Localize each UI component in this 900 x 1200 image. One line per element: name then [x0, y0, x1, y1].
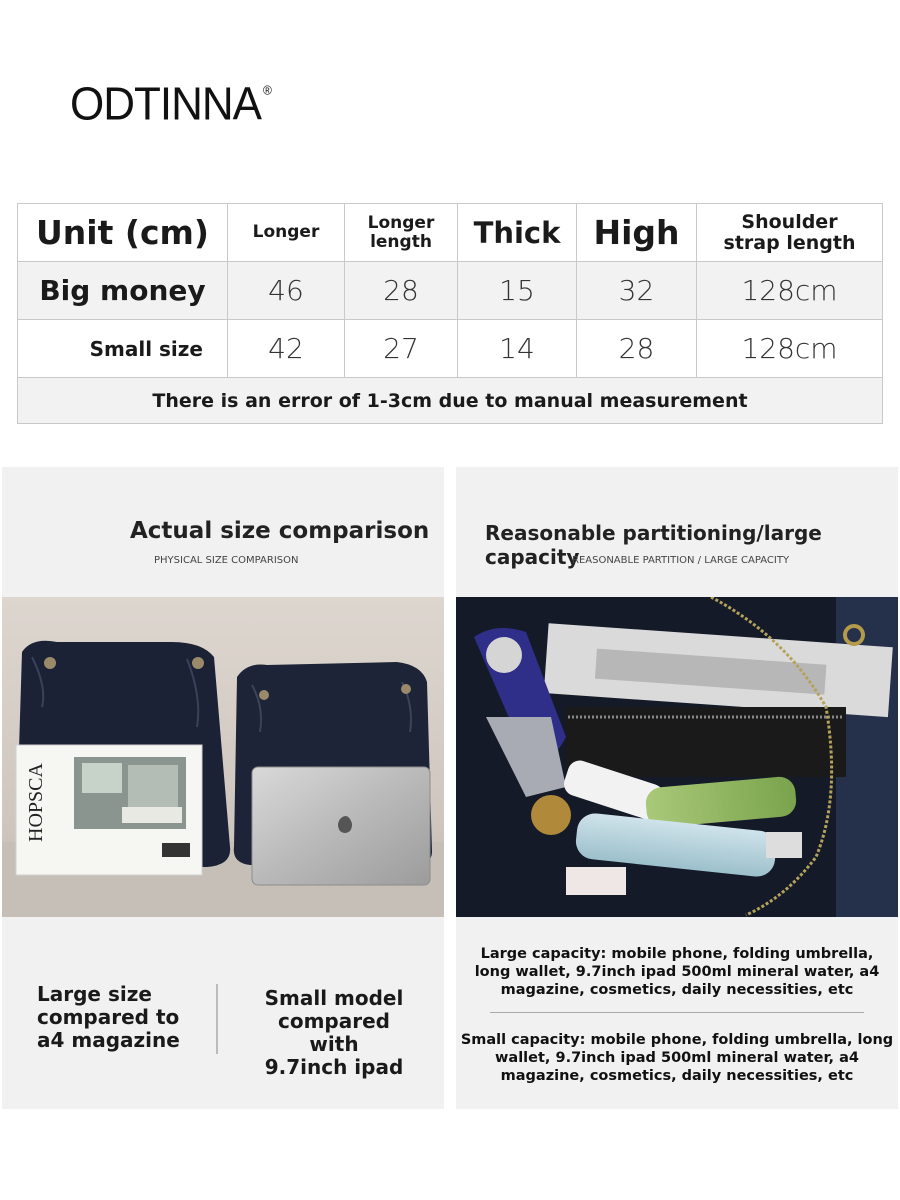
capacity-photo — [456, 597, 898, 917]
capacity-subtitle: REASONABLE PARTITION / LARGE CAPACITY — [572, 555, 790, 566]
big-high-value: 32 — [577, 262, 697, 320]
size-comparison-title: Actual size comparison — [130, 518, 430, 544]
small-high-value: 28 — [577, 320, 697, 378]
size-comparison-subtitle: PHYSICAL SIZE COMPARISON — [154, 555, 299, 566]
small-capacity-line2: wallet, 9.7inch ipad 500ml mineral water, a4 — [495, 1050, 859, 1066]
small-capacity-line3: magazine, cosmetics, daily necessities, etc — [500, 1068, 854, 1084]
capacity-title: Reasonable partitioning/large capacity — [485, 521, 822, 569]
small-capacity-text — [456, 1031, 898, 1085]
small-longer-value: 42 — [228, 320, 345, 378]
size-comparison-panel — [2, 467, 444, 1109]
size-table-header — [18, 204, 883, 262]
big-strap-value: 128cm — [697, 262, 883, 320]
measurement-note: There is an error of 1-3cm due to manual measurement — [18, 378, 883, 424]
registered-mark: ® — [263, 82, 271, 98]
large-size-caption-line2: compared to — [37, 1005, 180, 1029]
small-capacity-line1: Small capacity: mobile phone, folding umbrella, long — [460, 1032, 894, 1048]
row-label-big: Big money — [18, 262, 228, 320]
header-strap-line2: strap length — [723, 231, 856, 254]
small-model-caption — [254, 987, 414, 1079]
size-table — [17, 203, 883, 424]
header-high: High — [577, 204, 697, 262]
caption-divider — [216, 984, 218, 1054]
header-longer-length-line1: Longer — [367, 212, 435, 233]
big-thick-value: 15 — [458, 262, 577, 320]
capacity-divider — [490, 1012, 864, 1013]
large-size-caption-line3: a4 magazine — [37, 1028, 180, 1052]
bag-interior-contents-image — [456, 597, 898, 917]
table-row — [18, 320, 883, 378]
header-longer: Longer — [228, 204, 345, 262]
header-strap-length — [697, 204, 883, 262]
small-model-caption-line3: 9.7inch ipad — [264, 1055, 404, 1079]
large-capacity-line1: Large capacity: mobile phone, folding umbrella, — [480, 946, 874, 962]
brand-name: ODTINNA — [70, 78, 261, 131]
brand-logo — [70, 79, 271, 132]
header-thick: Thick — [458, 204, 577, 262]
small-thick-value: 14 — [458, 320, 577, 378]
size-comparison-photo — [2, 597, 444, 917]
table-note-row — [18, 378, 883, 424]
header-strap-line1: Shoulder — [741, 210, 838, 233]
small-strap-value: 128cm — [697, 320, 883, 378]
large-capacity-text — [456, 945, 898, 999]
bags-with-magazine-and-tablet-image — [2, 597, 444, 917]
header-unit: Unit (cm) — [18, 204, 228, 262]
big-longer-length-value: 28 — [345, 262, 458, 320]
magazine-title: HOPSCA — [25, 763, 47, 842]
large-capacity-line2: long wallet, 9.7inch ipad 500ml mineral water, a4 — [474, 964, 880, 980]
table-row — [18, 262, 883, 320]
large-size-caption-line1: Large size — [37, 982, 152, 1006]
small-model-caption-line2: compared with — [278, 1009, 390, 1056]
big-longer-value: 46 — [228, 262, 345, 320]
header-longer-length — [345, 204, 458, 262]
small-longer-length-value: 27 — [345, 320, 458, 378]
small-model-caption-line1: Small model — [264, 986, 404, 1010]
large-capacity-line3: magazine, cosmetics, daily necessities, etc — [500, 982, 854, 998]
large-size-caption — [37, 983, 180, 1052]
capacity-panel — [456, 467, 898, 1109]
row-label-small: Small size — [18, 320, 228, 378]
header-longer-length-line2: length — [370, 231, 432, 252]
